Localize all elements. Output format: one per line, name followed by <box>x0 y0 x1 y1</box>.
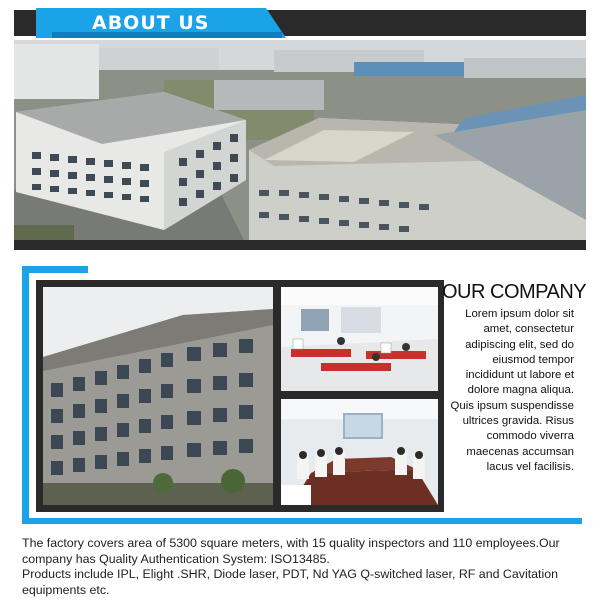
section-header <box>14 8 586 38</box>
factory-description-line-2: Products include IPL, Elight .SHR, Diode laser, PDT, Nd YAG Q-switched laser, RF and Cavitation equipments etc. <box>22 567 559 597</box>
meeting-room-photo <box>281 399 438 505</box>
office-building-photo <box>43 287 273 505</box>
factory-aerial-photo <box>14 40 586 240</box>
accent-bracket-top <box>22 266 88 273</box>
factory-description-line-1: The factory covers area of 5300 square meters, with 15 quality inspectors and 110 employees.Our company has Quality Authentication System: ISO13485. <box>22 536 560 566</box>
office-workspace-photo <box>281 287 438 391</box>
section-title: ABOUT US <box>92 12 210 34</box>
accent-bottom-line <box>22 518 582 524</box>
company-description: Lorem ipsum dolor sit amet, consectetur adipiscing elit, sed do eiusmod tempor incididunt ut labore et dolore magna aliqua. Quis ipsum suspendisse ultrices gravida. Risus commodo viverra maecenas accumsan lacus vel facilisis. <box>450 308 574 473</box>
accent-bracket-left <box>22 266 29 520</box>
factory-description <box>22 536 592 598</box>
company-heading: OUR COMPANY <box>442 281 587 303</box>
aerial-photo-bottom-bar <box>14 240 586 250</box>
